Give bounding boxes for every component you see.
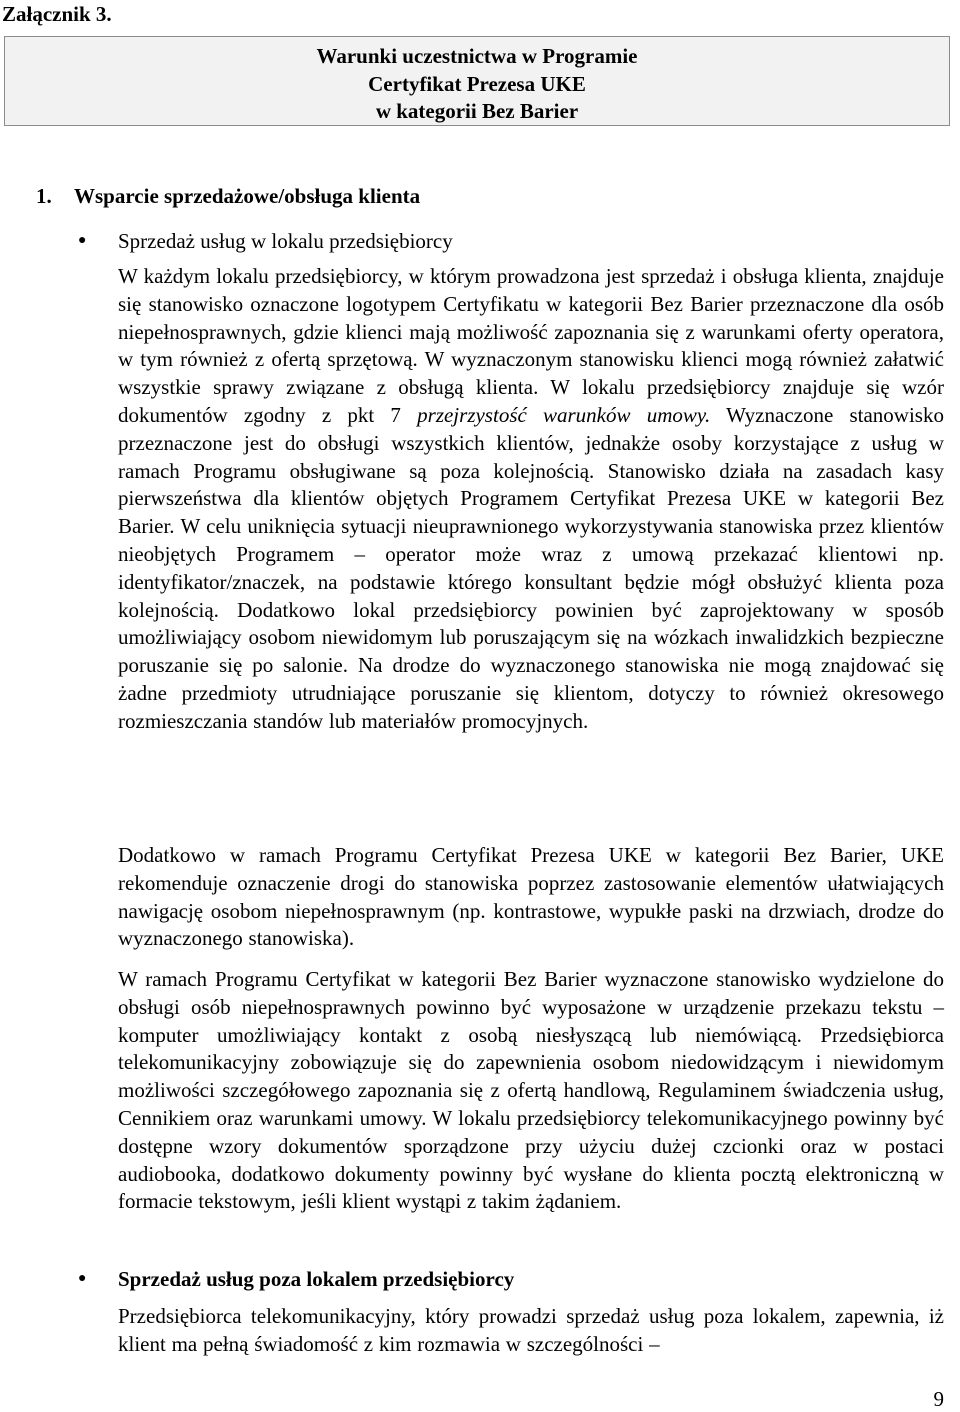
section-number: 1. — [36, 184, 52, 208]
section-heading — [36, 182, 420, 210]
title-line-1: Warunki uczestnictwa w Programie — [316, 44, 638, 68]
subsection-heading-outside-store: Sprzedaż usług poza lokalem przedsiębiorcy — [118, 1267, 515, 1291]
paragraph-outside-store-1: Przedsiębiorca telekomunikacyjny, który prowadzi sprzedaż usług poza lokalem, zapewnia, iż klient ma pełną świadomość z kim rozmawia w szczególności – — [118, 1304, 944, 1356]
paragraph-text: Wyznaczone stanowisko przeznaczone jest do obsługi wszystkich klientów, jednakże osoby korzystające z usług w ramach Programu obsługiwane są poza kolejnością. Stanowisko działa na zasadach kasy pierwszeństwa dla klientów objętych Programem Certyfikat Prezesa UKE w kategorii Bez Barier. W celu uniknięcia sytuacji nieuprawnionego wykorzystywania stanowiska przez klientów nieobjętych Programem – operator może wraz z umową przekazać klientowi np. identyfikator/znaczek, na podstawie którego konsultant będzie mógł obsłużyć klienta poza kolejnością. Dodatkowo lokal przedsiębiorcy powinien być zaprojektowany w sposób umożliwiający osobom niewidomym lub poruszającym się na wózkach inwalidzkich bezpieczne poruszanie się po salonie. Na drodze do wyznaczonego stanowiska nie mogą znajdować się żadne przedmioty utrudniające poruszanie się klientom, dotyczy to również okresowego rozmieszczania standów lub materiałów promocyjnych. — [118, 402, 944, 733]
paragraph-italic-reference: przejrzystość warunków umowy. — [417, 402, 711, 427]
paragraph-in-store-3: W ramach Programu Certyfikat w kategorii Bez Barier wyznaczone stanowisko wydzielone do obsługi osób niepełnosprawnych powinno być wyposażone w urządzenie przekazu tekstu – komputer umożliwiający kontakt z osobą niesłyszącą lub niemówiącą. Przedsiębiorca telekomunikacyjny zobowiązuje się do zapewnienia osobom niedowidzącym i niewidomym możliwości szczegółowego zapoznania się z ofertą handlową, Regulaminem świadczenia usług, Cennikiem oraz warunkami umowy. W lokalu przedsiębiorcy telekomunikacyjnego powinny być dostępne wzory dokumentów sporządzone przy użyciu dużej czcionki oraz w postaci audiobooka, dodatkowo dokumenty powinny być wysłane do klienta pocztą elektroniczną w formacie tekstowym, jeśli klient wystąpi z takim żądaniem. — [118, 967, 944, 1214]
subsection-heading-in-store: Sprzedaż usług w lokalu przedsiębiorcy — [118, 229, 453, 253]
paragraph-in-store-1 — [118, 263, 944, 736]
paragraph-in-store-2: Dodatkowo w ramach Programu Certyfikat Prezesa UKE w kategorii Bez Barier, UKE rekomenduje oznaczenie drogi do stanowiska poprzez zastosowanie elementów ułatwiających nawigację osobom niepełnosprawnym (np. kontrastowe, wypukłe paski na drzwiach, drodze do wyznaczonego stanowiska). — [118, 843, 944, 951]
paragraph-text: W każdym lokalu przedsiębiorcy, w którym prowadzona jest sprzedaż i obsługa klienta, znajduje się stanowisko oznaczone logotypem Certyfikatu w kategorii Bez Barier przeznaczone dla osób niepełnosprawnych, gdzie klienci mają możliwość zapoznania się z warunkami oferty operatora, w tym również z ofertą sprzętową. W wyznaczonym stanowisku klienci mogą również załatwić wszystkie sprawy związane z obsługą klienta. W lokalu przedsiębiorcy znajduje się wzór dokumentów zgodny z pkt 7 — [118, 264, 944, 427]
title-line-2: Certyfikat Prezesa UKE — [368, 71, 586, 96]
attachment-label: Załącznik 3. — [2, 2, 112, 26]
title-line-3: w kategorii Bez Barier — [375, 99, 579, 123]
document-title-box — [4, 36, 950, 126]
section-title: Wsparcie sprzedażowe/obsługa klienta — [74, 184, 421, 208]
bullet-icon: ● — [78, 1271, 87, 1286]
page-number: 9 — [933, 1387, 944, 1411]
bullet-icon: ● — [78, 233, 87, 248]
